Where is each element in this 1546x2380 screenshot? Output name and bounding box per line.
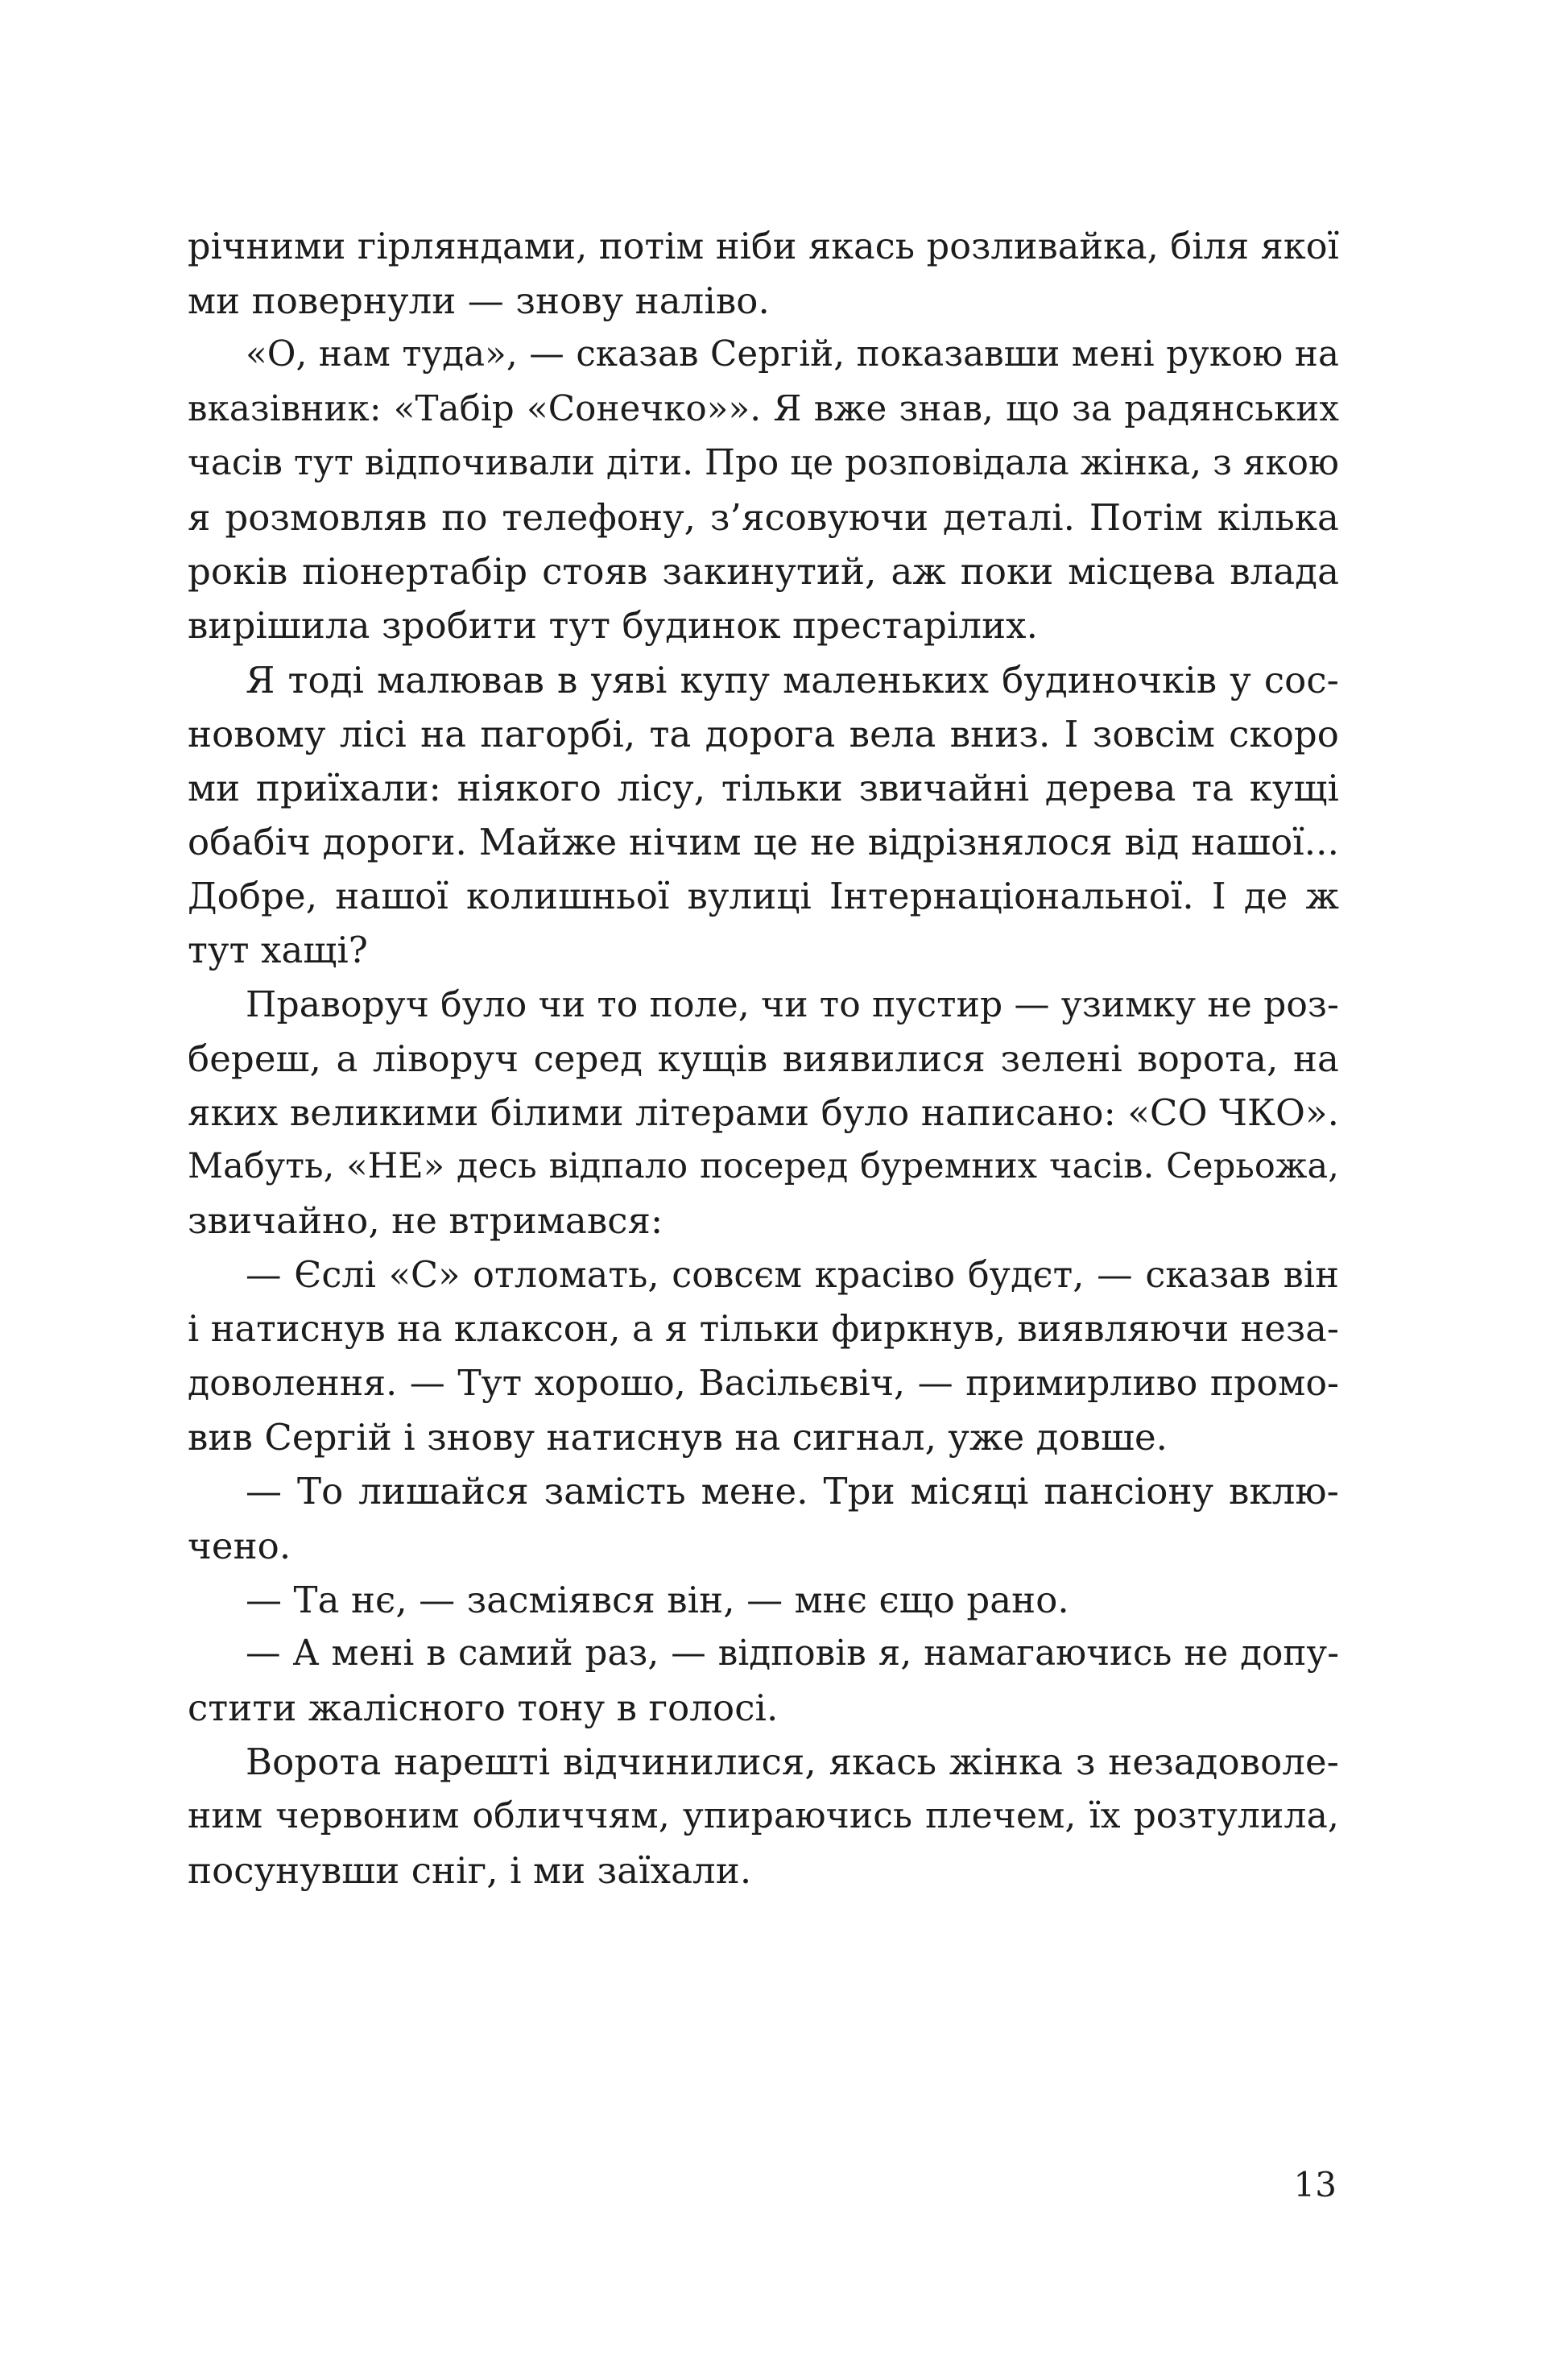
text-line: ми повернули — знову наліво. [188, 279, 770, 323]
body-text [188, 220, 1339, 1898]
text-line: років піонертабір стояв закинутий, аж поки місцева влада [188, 550, 1339, 594]
text-line: Мабуть, «НЕ» десь відпало посеред буремних часів. Серьожа, [188, 1146, 1339, 1187]
text-line: посунувши сніг, і ми заїхали. [188, 1848, 752, 1892]
text-line: річними гірляндами, потім ніби якась розливайка, біля якої [188, 226, 1339, 267]
text-line: тут хащі? [188, 929, 369, 972]
text-line: «О, нам туда», — сказав Сергій, показавши мені рукою на [246, 334, 1339, 375]
text-line: новому лісі на пагорбі, та дорога вела вниз. І зовсім скоро [188, 712, 1339, 755]
text-line: вирішила зробити тут будинок престарілих. [188, 604, 1039, 648]
text-line: — А мені в самий раз, — відповів я, намагаючись не допу- [246, 1633, 1339, 1674]
text-line: береш, а ліворуч серед кущів виявилися зелені ворота, на [188, 1037, 1339, 1080]
text-line: Ворота нарешті відчинилися, якась жінка з незадоволе- [246, 1741, 1339, 1784]
text-line: чено. [188, 1524, 291, 1567]
text-line: часів тут відпочивали діти. Про це розповідала жінка, з якою [188, 442, 1339, 483]
text-line: я розмовляв по телефону, з’ясовуючи деталі. Потім кілька [188, 495, 1339, 539]
text-line: Добре, нашої колишньої вулиці Інтернаціональної. І де ж [188, 875, 1339, 918]
text-line: вив Сергій і знову натиснув на сигнал, уже довше. [188, 1416, 1168, 1459]
page-number: 13 [1293, 2165, 1337, 2204]
text-line: яких великими білими літерами було написано: «СО ЧКО». [188, 1091, 1339, 1134]
text-line: Праворуч було чи то поле, чи то пустир — узимку не роз- [246, 983, 1339, 1025]
text-line: обабіч дороги. Майже нічим це не відрізнялося від нашої... [188, 821, 1339, 864]
text-line: — Єслі «С» отломать, совсєм красіво будєт, — сказав він [246, 1254, 1339, 1296]
text-line: ним червоним обличчям, упираючись плечем, їх розтулила, [188, 1795, 1339, 1837]
text-line: ми приїхали: ніякого лісу, тільки звичайні дерева та кущі [188, 766, 1339, 809]
text-line: стити жалісного тону в голосі. [188, 1687, 779, 1730]
text-line: звичайно, не втримався: [188, 1199, 663, 1243]
text-line: Я тоді малював в уяві купу маленьких будиночків у сос- [246, 658, 1339, 702]
text-line: — Та нє, — засміявся він, — мнє єщо рано. [246, 1578, 1069, 1621]
text-line: і натиснув на клаксон, а я тільки фиркнув, виявляючи неза- [188, 1308, 1339, 1350]
text-line: доволення. — Тут хорошо, Васільєвіч, — примирливо промо- [188, 1362, 1339, 1404]
text-line: вказівник: «Табір «Сонечко»». Я вже знав, що за радянських [188, 388, 1339, 429]
text-line: — То лишайся замість мене. Три місяці пансіону вклю- [246, 1470, 1339, 1513]
